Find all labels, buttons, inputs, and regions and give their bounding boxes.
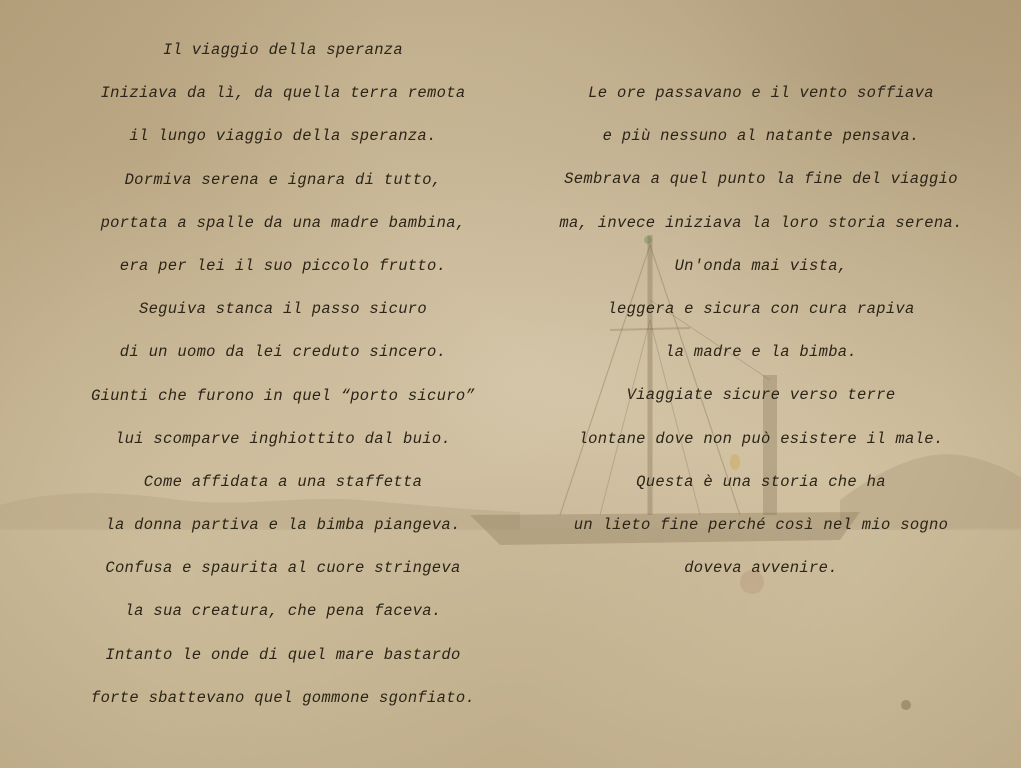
poem-line: di un uomo da lei creduto sincero. — [119, 343, 447, 362]
poem-line: Questa è una storia che ha — [636, 472, 886, 491]
poem-line: la donna partiva e la bimba piangeva. — [105, 516, 461, 535]
poem-line: Sembrava a quel punto la fine del viaggio — [564, 170, 958, 189]
poem-line: era per lei il suo piccolo frutto. — [119, 256, 447, 275]
poem-line: ma, invece iniziava la loro storia serena. — [559, 213, 963, 232]
poem-right-column — [528, 72, 994, 590]
poem-line: Iniziava da lì, da quella terra remota — [100, 84, 466, 103]
poem-line: la sua creatura, che pena faceva. — [124, 602, 442, 621]
poem-line: lontane dove non può esistere il male. — [578, 429, 944, 448]
poem-line: forte sbattevano quel gommone sgonfiato. — [90, 688, 476, 707]
poem-line: un lieto fine perché così nel mio sogno — [573, 515, 949, 534]
poem-line: leggera e sicura con cura rapiva — [607, 299, 915, 318]
poem-line: Confusa e spaurita al cuore stringeva — [105, 559, 461, 578]
poem-title: Il viaggio della speranza — [162, 41, 404, 59]
poem-line: doveva avvenire. — [684, 559, 838, 578]
poem-line: Un'onda mai vista, — [674, 256, 848, 275]
poem-line: Intanto le onde di quel mare bastardo — [105, 645, 461, 664]
poem-line: Come affidata a una staffetta — [143, 472, 423, 491]
poem-line: lui scomparve inghiottito dal buio. — [114, 429, 452, 448]
poem-line: Seguiva stanca il passo sicuro — [138, 300, 428, 319]
poem-line: Giunti che furono in quel “porto sicuro” — [90, 386, 476, 405]
poem-line: Le ore passavano e il vento soffiava — [588, 84, 934, 102]
poem-left-column — [60, 29, 506, 720]
poem-line: la madre e la bimba. — [664, 343, 858, 362]
poem-line: il lungo viaggio della speranza. — [129, 127, 437, 146]
poem-line: Dormiva serena e ignara di tutto, — [124, 170, 442, 189]
poem-line: Viaggiate sicure verso terre — [626, 386, 896, 405]
poem-line: e più nessuno al natante pensava. — [602, 127, 920, 146]
poem-line: portata a spalle da una madre bambina, — [100, 213, 466, 232]
